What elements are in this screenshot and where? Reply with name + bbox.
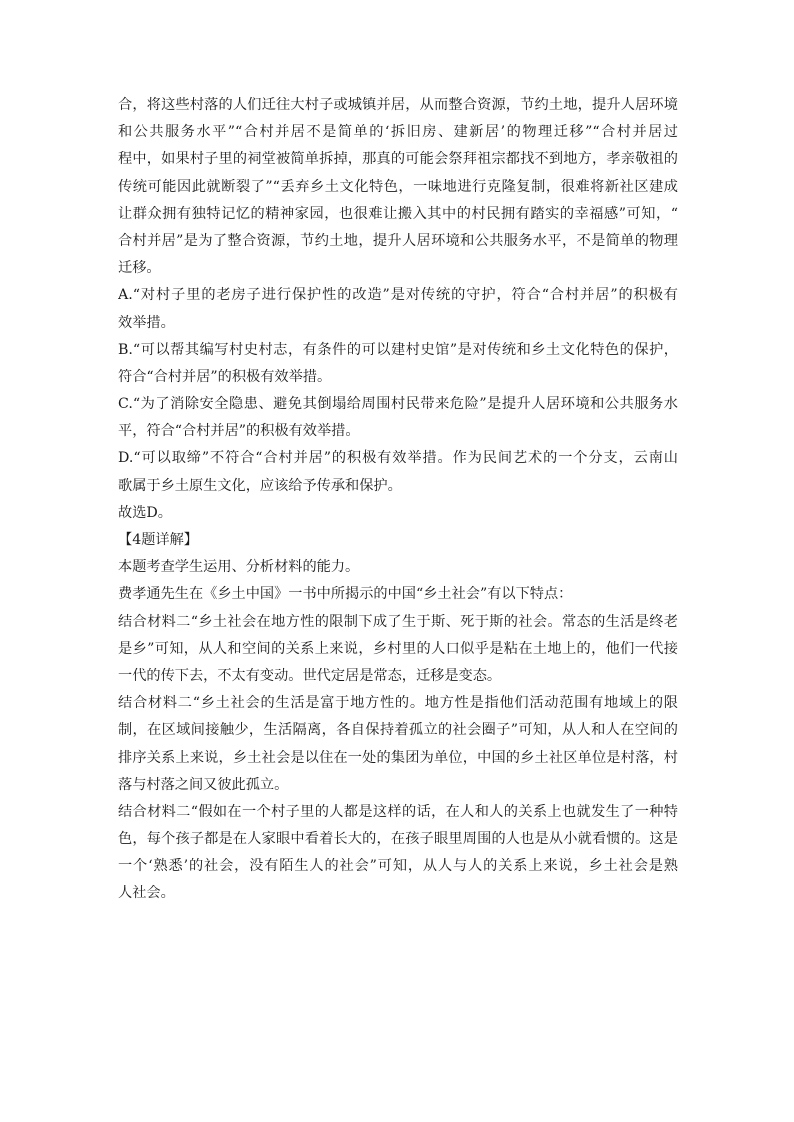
- document-page: [118, 92, 678, 908]
- paragraph-line: 让群众拥有独特记忆的精神家园，也很难让搬入其中的村民拥有踏实的幸福感”可知，“: [118, 205, 678, 222]
- paragraph-line: 本题考查学生运用、分析材料的能力。: [118, 559, 360, 576]
- section-heading: 【4题详解】: [118, 532, 198, 548]
- paragraph-line: 落与村落之间又彼此孤立。: [118, 776, 289, 793]
- option-d-line: D.“可以取缔”不符合“合村并居”的积极有效举措。作为民间艺术的一个分支，云南山: [118, 450, 678, 467]
- paragraph-line: 合村并居”是为了整合资源，节约土地，提升人居环境和公共服务水平，不是简单的物理: [118, 232, 678, 249]
- option-d-line: 歌属于乡土原生文化，应该给予传承和保护。: [118, 477, 402, 494]
- paragraph-line: 结合材料二“乡土社会在地方性的限制下成了生于斯、死于斯的社会。常态的生活是终老: [118, 613, 678, 630]
- paragraph-line: 结合材料二“假如在一个村子里的人都是这样的话，在人和人的关系上也就发生了一种特: [118, 803, 678, 820]
- paragraph-line: 一代的传下去，不太有变动。世代定居是常态，迁移是变态。: [118, 667, 502, 684]
- paragraph-line: 程中，如果村子里的祠堂被简单拆掉，那真的可能会祭拜祖宗都找不到地方，孝亲敬祖的: [118, 151, 678, 168]
- paragraph-line: 色，每个孩子都是在人家眼中看着长大的，在孩子眼里周围的人也是从小就看惯的。这是: [118, 831, 678, 848]
- paragraph-line: 排序关系上来说，乡土社会是以住在一处的集团为单位，中国的乡土社区单位是村落，村: [118, 749, 678, 766]
- option-c-line: C.“为了消除安全隐患、避免其倒塌给周围村民带来危险”是提升人居环境和公共服务水: [118, 396, 678, 413]
- paragraph-line: 制，在区域间接触少，生活隔离，各自保持着孤立的社会圈子”可知，从人和人在空间的: [118, 722, 678, 739]
- paragraph-line: 传统可能因此就断裂了”“丢弃乡土文化特色，一味地进行克隆复制，很难将新社区建成: [118, 178, 678, 195]
- paragraph-line: 结合材料二“乡土社会的生活是富于地方性的。地方性是指他们活动范围有地域上的限: [118, 695, 678, 712]
- paragraph-line: 合，将这些村落的人们迁往大村子或城镇并居，从而整合资源，节约土地，提升人居环境: [118, 97, 678, 113]
- paragraph-line: 人社会。: [118, 885, 175, 902]
- option-b-line: 符合“合村并居”的积极有效举措。: [118, 368, 332, 385]
- paragraph-line: 是乡”可知，从人和空间的关系上来说，乡村里的人口似乎是粘在土地上的，他们一代接: [118, 640, 678, 657]
- paragraph-line: 费孝通先生在《乡土中国》一书中所揭示的中国“乡土社会”有以下特点：: [118, 586, 573, 603]
- option-a-line: 效举措。: [118, 314, 175, 331]
- option-b-line: B.“可以帮其编写村史村志，有条件的可以建村史馆”是对传统和乡土文化特色的保护，: [118, 341, 678, 358]
- paragraph-line: 一个‘熟悉’的社会，没有陌生人的社会”可知，从人与人的关系上来说，乡土社会是熟: [118, 858, 678, 875]
- paragraph-line: 和公共服务水平”“合村并居不是简单的‘拆旧房、建新居’的物理迁移”“合村并居过: [118, 124, 678, 141]
- answer-line: 故选D。: [118, 504, 172, 521]
- option-c-line: 平，符合“合村并居”的积极有效举措。: [118, 423, 360, 440]
- paragraph-line: 迁移。: [118, 260, 161, 277]
- option-a-line: A.“对村子里的老房子进行保护性的改造”是对传统的守护，符合“合村并居”的积极有: [118, 287, 678, 304]
